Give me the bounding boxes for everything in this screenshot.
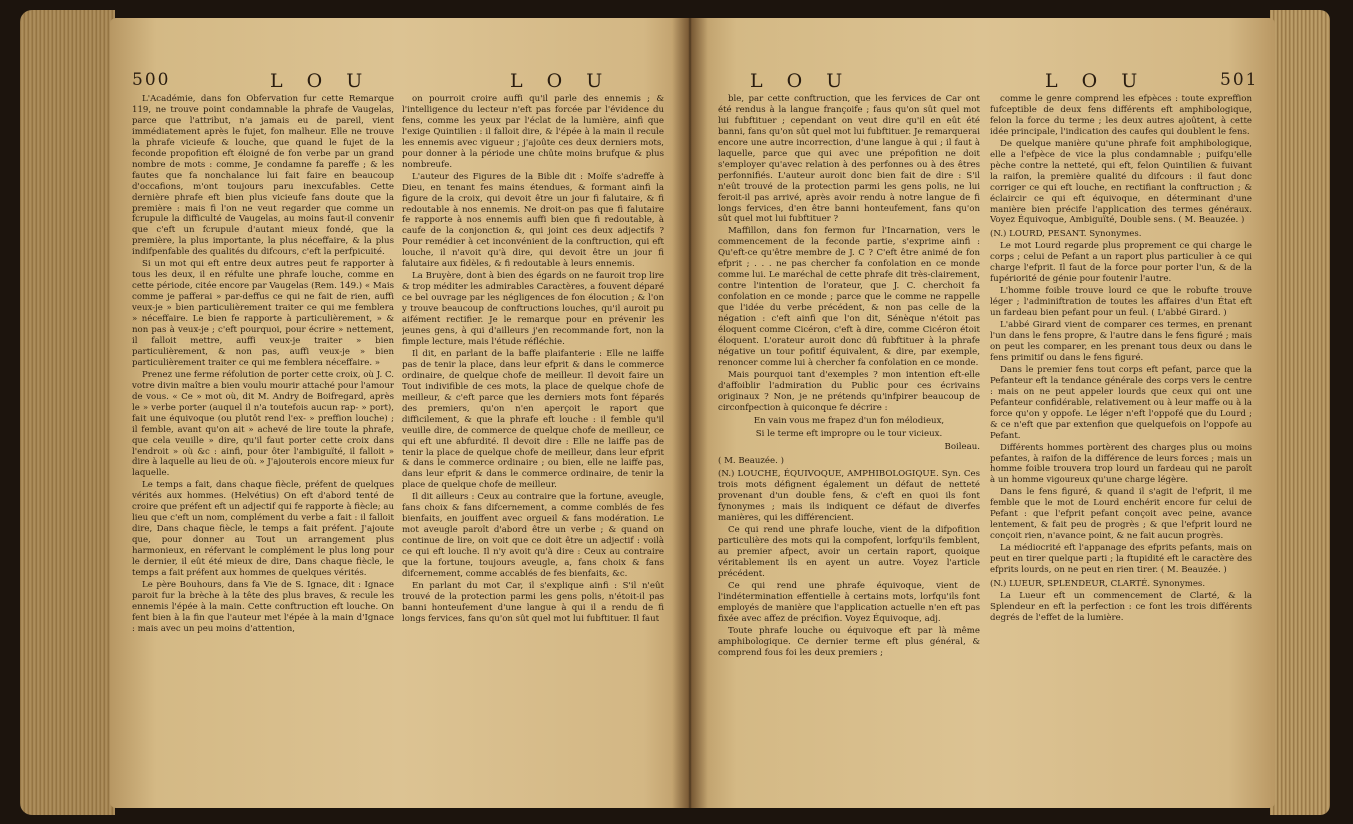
paragraph: Dans le premier fens tout corps eft pefant, parce que la Pefanteur eft la tendance générale des corps vers le centre : mais on ne peut appeler lourds que ceux qui ont une Pefanteur confidérable, relativement ou à leur maffe ou à la force qu'on y oppofe. Le léger n'eft l'oppofé que du Lourd ; & ce n'eft que par extenfion que quelquefois on l'oppofe au Pefant. xyxy=(990,364,1252,441)
left-page-header xyxy=(110,70,690,96)
author-signature: ( M. Beauzée. ) xyxy=(718,455,784,466)
right-column-2 xyxy=(990,94,1252,784)
paragraph: Prenez une ferme réfolution de porter cette croix, où J. C. votre divin maître a bien voulu mourir attaché pour l'amour de vous. « Ce » mot où, dit M. Andry de Boifregard, après le » verbe porter (auquel il n'a toutefois aucun rap- » port), fait une équivoque (ou plutôt rend l'ex- » preffion louche) ; il femble, avant qu'on ait » achevé de lire toute la phrafe, que cela veuille » dire, qu'il faut porter cette croix dans l'endroit » où &c : ainfi, pour ôter l'ambiguïté, il falloit » dire à laquelle au lieu de où. » J'ajouterois encore mieux fur laquelle. xyxy=(132,369,394,479)
paragraph: La Bruyère, dont à bien des égards on ne fauroit trop lire & trop méditer les admirables Caractères, a fouvent déparé ce bel ouvrage par les négligences de fon élocution ; & l'on y trouve beaucoup de conftructions louches, qu'il auroit pu aifément rectifier. Je le remarque pour en prévenir les jeunes gens, à qui d'ailleurs j'en recommande fort, non la fimple lecture, mais l'étude réfléchie. xyxy=(402,271,664,347)
paragraph: De quelque manière qu'une phrafe foit amphibologique, elle a l'efpèce de vice la plus condamnable ; puifqu'elle pèche contre la netteté, qui eft, felon Quintilien & fuivant la raifon, la première qualité du difcours : il faut donc corriger ce qui eft louche, en rectifiant la conftruction ; & éclaircir ce qui eft équivoque, en déterminant d'une manière bien précife l'application des termes généraux. Voyez Équivoque, Ambiguïté, Double sens. ( M. Beauzée. ) xyxy=(990,138,1252,226)
paragraph: Ce qui rend une phrafe louche, vient de la difpofition particulière des mots qui la compofent, lorfqu'ils femblent, au premier afpect, avoir un certain raport, quoique véritablement ils en ayent un autre. Voyez l'article précédent. xyxy=(718,525,980,580)
paragraph: Différents hommes portèrent des charges plus ou moins pefantes, à raifon de la différence de leurs forces ; mais un homme foible trouvera trop lourd un fardeau qui ne paroît à un homme vigoureux qu'une charge légère. xyxy=(990,442,1252,486)
paragraph: Ce qui rend une phrafe équivoque, vient de l'indétermination effentielle à certains mots, lorfqu'ils font employés de manière que l'application actuelle n'en eft pas fixée avec affez de précifion. Voyez Équivoque, adj. xyxy=(718,580,980,624)
left-column-2 xyxy=(402,94,664,784)
paragraph: L'abbé Girard vient de comparer ces termes, en prenant l'un dans le fens propre, & l'autre dans le fens figuré ; mais on peut les comparer, en les prenant tous deux ou dans le fens primitif ou dans le fens figuré. xyxy=(990,320,1252,363)
paragraph: Il dit, en parlant de la baffe plaifanterie : Elle ne laiffe pas de tenir la place, dans leur efprit & dans le commerce ordinaire, de quelque chofe de meilleur. Il devoit faire un Tout indivifible de ces mots, la place de quelque chofe de meilleur, & c'eft parce que les derniers mots font féparés des premiers, qu'on n'en aperçoit le raport que difficilement, & que la phrafe eft louche : il femble qu'il veuille dire, de commerce de quelque chofe de meilleur, ce qui eft une abfurdité. Il devoit dire : Elle ne laiffe pas de tenir la place de quelque chofe de meilleur, dans leur efprit & dans le commerce ordinaire ; ou bien, elle ne laiffe pas, dans leur efprit & dans le commerce ordinaire, de tenir la place de quelque chofe de meilleur. xyxy=(402,348,664,491)
verse-attribution: Boileau. xyxy=(944,441,980,452)
running-head-right: L O U xyxy=(750,70,852,92)
running-head-left: L O U xyxy=(270,70,372,92)
paragraph: Le temps a fait, dans chaque fiècle, préfent de quelques vérités aux hommes. (Helvétius) On eft d'abord tenté de croire que préfent eft un adjectif qui fe rapporte à fiècle; au lieu que c'eft un nom, complément du verbe a fait : il falloit dire, Dans chaque fiècle, le temps a fait préfent. J'ajoute que, pour donner au Tout un arrangement plus harmonieux, en réfervant le complément le plus long pour le dernier, il eût été mieux de dire, Dans chaque fiècle, le temps a fait préfent aux hommes de quelques vérités. xyxy=(132,480,394,578)
page-number-right: 501 xyxy=(1220,70,1259,90)
paragraph: Dans le fens figuré, & quand il s'agit de l'efprit, il me femble que le mot de Lourd enchérit encore fur celui de Pefant : que l'efprit pefant conçoit avec peine, avance lentement, & fait peu de progrès ; & que l'efprit lourd ne conçoit rien, n'avance point, & ne fait aucun progrès. xyxy=(990,487,1252,542)
running-head-left-2: L O U xyxy=(510,70,612,92)
paragraph: La médiocrité eft l'appanage des efprits pefants, mais on peut en tirer quelque parti ; la ftupidité eft le caractère des efprits lourds, on ne peut en rien tirer. ( M. Beauzée. ) xyxy=(990,543,1252,576)
paragraph: L'Académie, dans fon Obfervation fur cette Remarque 119, ne trouve point condamnable la phrafe de Vaugelas, parce que l'attribut, n'a jamais eu de pareil, vient immédiatement après le fujet, fon malheur. Elle ne trouve la phrafe vicieufe & louche, que quand le fujet de la feconde propofition eft éloigné de fon verbe par un grand nombre de mots : comme, Je condamne fa pareffe ; & les fautes que fa nonchalance lui fait faire en beaucoup d'occafions, m'ont toujours paru inexcufables. Cette dernière phrafe eft bien plus vicieufe fans doute que la première : mais fi l'on ne veut regarder que comme un fcrupule la difficulté de Vaugelas, au moins faut-il convenir que c'eft un fcrupule d'autant mieux fondé, que la première, la plus importante, la plus néceffaire, & la plus indifpenfable des qualités du difcours, c'eft la perfpicuité. xyxy=(132,94,394,258)
paragraph: En parlant du mot Car, il s'explique ainfi : S'il n'eût trouvé de la protection parmi les gens polis, n'étoit-il pas banni honteufement d'une langue à qui il a rendu de fi longs fervices, fans qu'on sût quel mot lui fubftituer. Il faut xyxy=(402,580,664,624)
entry-heading: (N.) LOURD, PESANT. Synonymes. xyxy=(990,229,1142,240)
right-page xyxy=(690,18,1275,808)
page-number-left: 500 xyxy=(132,70,171,90)
right-page-header xyxy=(690,70,1275,96)
paragraph: Il dit ailleurs : Ceux au contraire que la fortune, aveugle, fans choix & fans difcernement, a comme comblés de fes bienfaits, en jouiffent avec orgueil & fans modération. Le mot aveugle paroît d'abord être un verbe ; & quand on continue de lire, on voit que ce doit être un adjectif : voilà ce qui eft louche. Il n'y avoit qu'à dire : Ceux au contraire que la fortune, toujours aveugle, a, fans choix & fans difcernement, comme accablés de fes bienfaits, &c. xyxy=(402,492,664,579)
verse-line: En vain vous me frapez d'un fon mélodieux, xyxy=(753,415,945,426)
paragraph: comme le genre comprend les efpèces : toute expreffion fufceptible de deux fens différents eft amphibologique, felon la force du terme ; les deux autres ajoûtent, à cette idée principale, l'indication des caufes qui doublent le fens. xyxy=(990,94,1252,137)
entry-heading: (N.) LUEUR, SPLENDEUR, CLARTÉ. Synonymes. xyxy=(990,578,1206,589)
paragraph: ble, par cette conftruction, que les fervices de Car ont été rendus à la langue françoife ; faus qu'on sût quel mot lui fubftituer ; cependant on veut dire qu'il en eût été banni, fans qu'on sût quel mot lui fubftituer. Je remarquerai encore une autre incorrection, d'une langue à qui ; il faut à laquelle, parce que qui avec une prépofition ne doit s'employer qu'avec relation à des perfonnes ou à des êtres perfonnifiés. L'auteur auroit donc bien fait de dire : S'il n'eût trouvé de la protection parmi les gens polis, ne lui feroit-il pas arrivé, après avoir rendu à notre langue de fi longs fervices, d'en être banni honteufement, fans qu'on sût quel mot lui fubftituer ? xyxy=(718,94,980,225)
paragraph: Le père Bouhours, dans fa Vie de S. Ignace, dit : Ignace paroit fur la brèche à la tête des plus braves, & recule les ennemis l'épée à la main. Cette conftruction eft louche. On fent bien à la fin que l'auteur met l'épée à la main d'Ignace : mais avec un peu moins d'attention, xyxy=(132,579,394,634)
paragraph: Maffillon, dans fon fermon fur l'Incarnation, vers le commencement de la feconde partie, s'exprime ainfi : Qu'eft-ce qu'être membre de J. C ? C'eft être animé de fon efprit ; . . . ne pas chercher fa confolation en ce monde comme lui. Le maréchal de cette phrafe dit très-clairement, contre l'intention de l'orateur, que J. C. cherchoit fa confolation en ce monde ; parce que le comme ne rappelle que l'idée du verbe précédent, & non pas celle de la négation : c'eft ainfi que l'on dit, Sénèque n'étoit pas éloquent comme Cicéron, c'eft à dire, comme Cicéron étoit éloquent. L'orateur auroit donc dû fubftituer à la phrafe négative un tour pofitif équivalent, & dire, par exemple, renoncer comme lui à chercher fa confolation en ce monde. xyxy=(718,226,980,368)
paragraph: Si un mot qui eft entre deux autres peut fe rapporter à tous les deux, il en réfulte une phrafe louche, comme en cette période, citée encore par Vaugelas (Rem. 149.) « Mais comme je pafferai » par-deffus ce qui ne fait de rien, auffi veux-je » bien particulièrement traiter ce qui me femblera » néceffaire. Le bien fe rapporte à particulièrement, » & non pas à veux-je ; c'eft pourquoi, pour écrire » nettement, il falloit mettre, auffi veux-je traiter » bien particulièrement, & non pas, auffi veux-je » bien particulièrement traiter ce qui me femblera néceffaire. » xyxy=(132,259,394,368)
right-column-1 xyxy=(718,94,980,784)
book-edge-left xyxy=(20,10,115,815)
paragraph: Le mot Lourd regarde plus proprement ce qui charge le corps ; celui de Pefant a un raport plus particulier à ce qui charge l'efprit. Il faut de la force pour porter l'un, & de la fupériorité de génie pour foutenir l'autre. xyxy=(990,241,1252,285)
left-page xyxy=(110,18,690,808)
paragraph: L'auteur des Figures de la Bible dit : Moïfe s'adreffe à Dieu, en tenant fes mains étendues, & formant ainfi la figure de la croix, qui devoit être un jour fi falutaire, & fi redoutable à nos ennemis. Ne droit-on pas que fi falutaire fe rapporte à nos ennemis auffi bien que fi redoutable, à caufe de la conjonction &, qui joint ces deux adjectifs ? Pour remédier à cet inconvénient de la conftruction, qui eft louche, il n'avoit qu'à dire, qui devoit être un jour fi falutaire aux fidèles, & fi redoutable à leurs ennemis. xyxy=(402,171,664,270)
book-edge-right xyxy=(1270,10,1330,815)
left-column-1 xyxy=(132,94,394,784)
paragraph: Toute phrafe louche ou équivoque eft par là même amphibologique. Ce dernier terme eft plus général, & comprend fous foi les deux premiers ; xyxy=(718,625,980,658)
paragraph: La Lueur eft un commencement de Clarté, & la Splendeur en eft la perfection : ce font les trois différents degrés de l'effet de la lumière. xyxy=(990,590,1252,623)
paragraph: L'homme foible trouve lourd ce que le robufte trouve léger ; l'adminiftration de toutes les affaires d'un État eft un fardeau bien pefant pour un feul. ( L'abbé Girard. ) xyxy=(990,286,1252,319)
paragraph: Mais pourquoi tant d'exemples ? mon intention eft-elle d'affoiblir l'admiration du Public pour ces écrivains originaux ? Non, je ne prétends qu'infpirer beaucoup de circonfpection à quiconque fe décrire : xyxy=(718,369,980,413)
running-head-right-2: L O U xyxy=(1045,70,1147,92)
entry-heading: (N.) LOUCHE, ÉQUIVOQUE, AMPHIBOLOGIQUE. Syn. Ces trois mots défignent également un défaut de netteté provenant d'un double fens, & c'eft en quoi ils font fynonymes ; mais ils indiquent ce défaut de diverfes manières, qui les différencient. xyxy=(718,469,980,524)
paragraph: on pourroit croire auffi qu'il parle des ennemis ; & l'intelligence du lecteur n'eft pas forcée par l'évidence du fens, comme les yeux par l'éclat de la lumière, ainfi que l'exige Quintilien : il falloit dire, & l'épée à la main il recule les ennemis avec vigueur ; j'ajoûte ces deux derniers mots, pour donner à la période une chûte moins brufque & plus nombreufe. xyxy=(402,94,664,170)
verse-line: Si le terme eft impropre ou le tour vicieux. xyxy=(755,428,943,439)
